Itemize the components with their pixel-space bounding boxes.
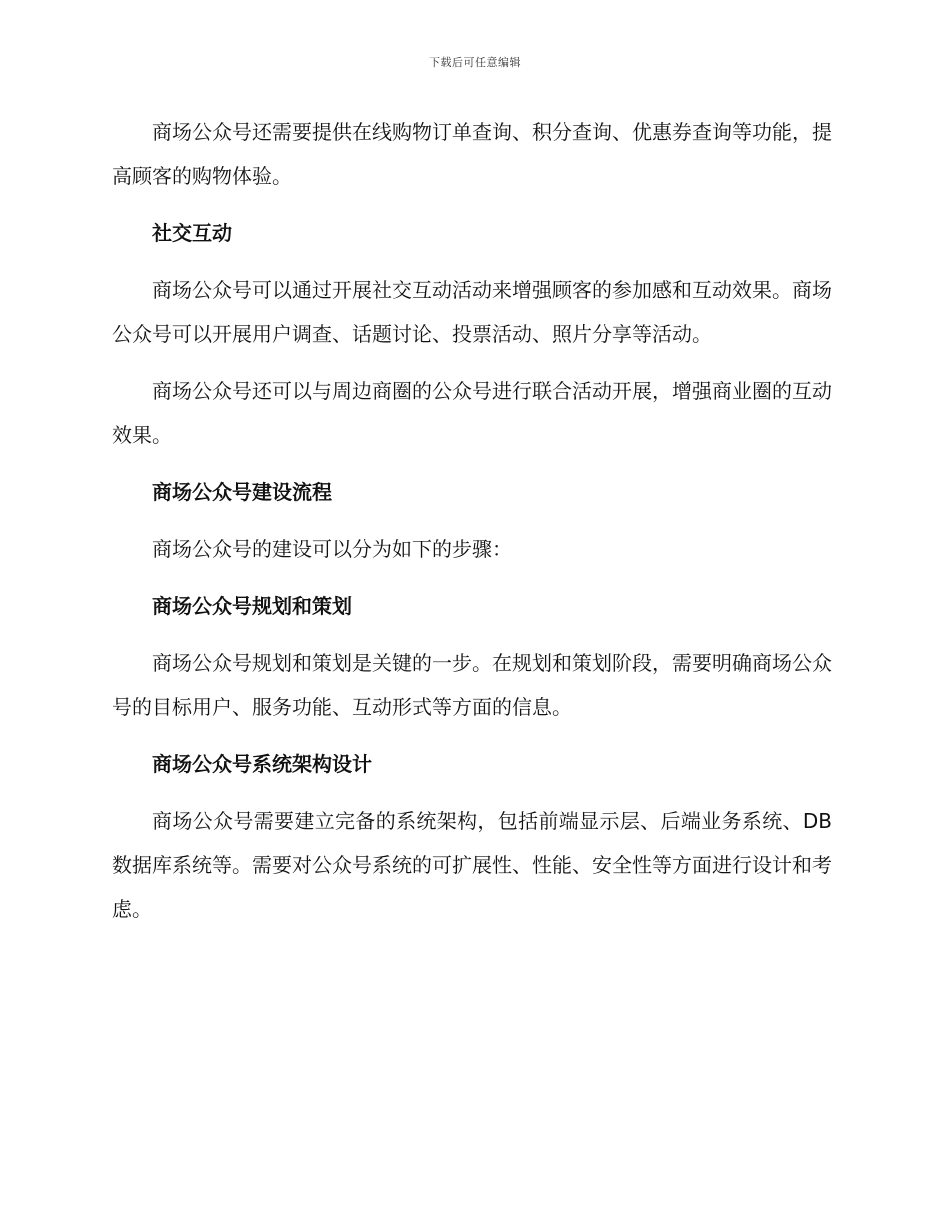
paragraph-planning: 商场公众号规划和策划是关键的一步。在规划和策划阶段，需要明确商场公众号的目标用户、服务功能、互动形式等方面的信息。 (112, 651, 832, 719)
heading-architecture-design: 商场公众号系统架构设计 (152, 752, 372, 776)
document-body (112, 110, 832, 944)
paragraph-social-activities: 商场公众号可以通过开展社交互动活动来增强顾客的参加感和互动效果。商场公众号可以开展用户调查、话题讨论、投票活动、照片分享等活动。 (112, 278, 832, 346)
heading-social-interaction: 社交互动 (152, 221, 232, 245)
paragraph-order-query: 商场公众号还需要提供在线购物订单查询、积分查询、优惠券查询等功能，提高顾客的购物体验。 (112, 120, 832, 188)
paragraph-architecture: 商场公众号需要建立完备的系统架构，包括前端显示层、后端业务系统、DB 数据库系统等。需要对公众号系统的可扩展性、性能、安全性等方面进行设计和考虑。 (112, 809, 832, 921)
heading-planning: 商场公众号规划和策划 (152, 594, 352, 618)
paragraph-steps-intro: 商场公众号的建设可以分为如下的步骤： (152, 537, 512, 561)
page-header: 下载后可任意编辑 (429, 56, 521, 69)
heading-construction-process: 商场公众号建设流程 (152, 480, 332, 504)
paragraph-joint-activities: 商场公众号还可以与周边商圈的公众号进行联合活动开展，增强商业圈的互动效果。 (112, 379, 832, 447)
